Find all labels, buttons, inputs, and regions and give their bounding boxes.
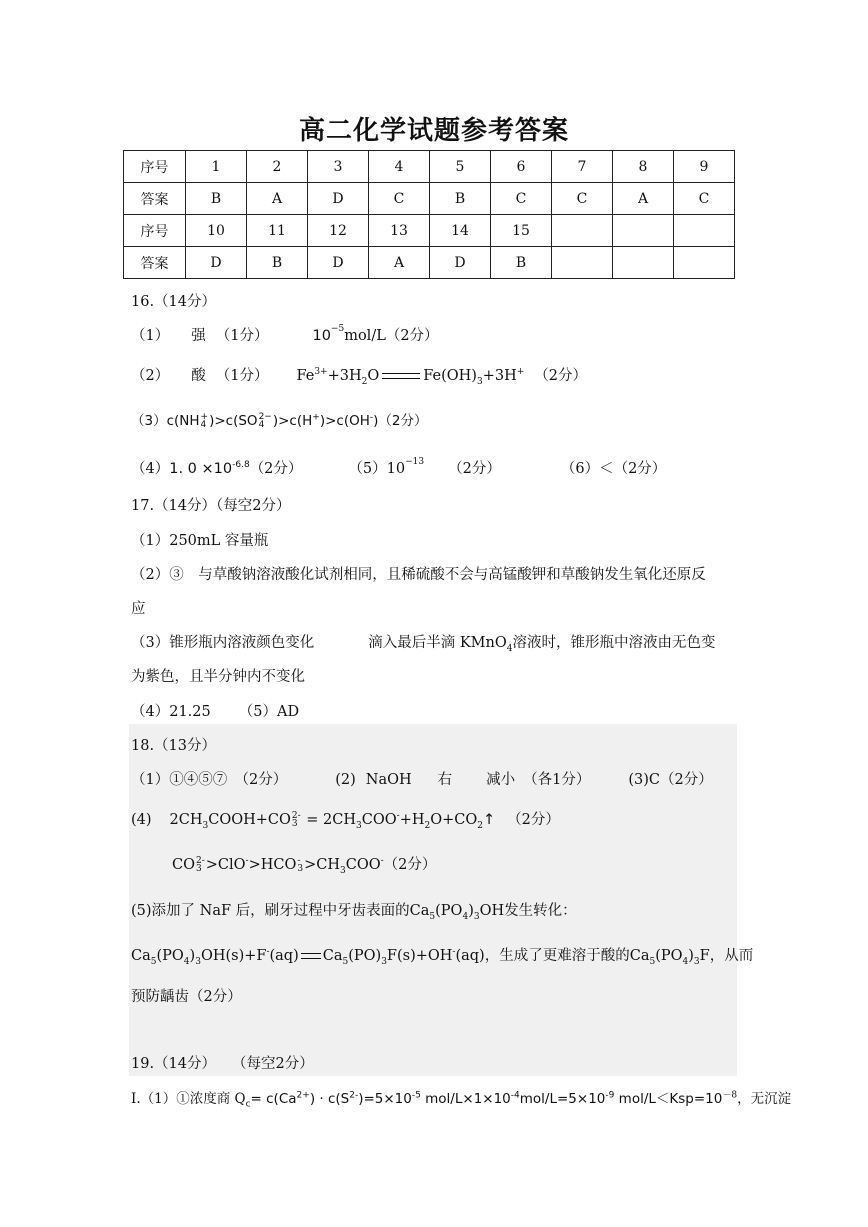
q16-part3: （3）c(NH+ 4 )>c(SO2− 4 )>c(H+)>c(OH-)（2分）: [131, 412, 428, 430]
q17-part2: （2）③ 与草酸钠溶液酸化试剂相同，且稀硫酸不会与高锰酸钾和草酸钠发生氧化还原反: [131, 567, 706, 583]
table-cell: D: [308, 183, 369, 215]
q17-part2-cont: 应: [131, 601, 146, 617]
table-cell: 4: [369, 151, 430, 183]
table-cell: B: [186, 183, 247, 215]
table-cell: [552, 215, 613, 247]
table-cell: 3: [308, 151, 369, 183]
table-row: [124, 215, 735, 247]
q19-heading: 19.（14分） （每空2分）: [131, 1056, 314, 1072]
table-row: [124, 151, 735, 183]
table-cell: 15: [491, 215, 552, 247]
table-cell: D: [186, 247, 247, 279]
q16-part4-6: （4）1. $0 \times 10^{-6.8}(2$分） $(5)10^{-13}$ （2分） （6）＜（2分）: [131, 457, 667, 477]
table-row-header: 答案: [124, 247, 186, 279]
equilibrium-arrow-icon: [382, 371, 420, 381]
q17-heading: 17.（14分）（每空2分）: [131, 498, 291, 514]
table-cell: 1: [186, 151, 247, 183]
q18-heading: 18.（13分）: [131, 738, 217, 754]
table-cell: C: [369, 183, 430, 215]
q17-part4-5: （4）21.25 （5）AD: [131, 704, 300, 720]
table-cell: 6: [491, 151, 552, 183]
q18-part5: (5)添加了 NaF 后，刷牙过程中牙齿表面的$Ca_5(PO_4)_3OH$发生转化：: [131, 903, 577, 922]
table-cell: 10: [186, 215, 247, 247]
table-cell: D: [430, 247, 491, 279]
q18-part1-3: （1）①④⑤⑦ （2分） (2) NaOH 右 减小 （各1分） (3)C（2分）: [131, 772, 713, 788]
table-cell: C: [491, 183, 552, 215]
table-cell: [674, 215, 735, 247]
table-cell: B: [430, 183, 491, 215]
table-cell: A: [369, 247, 430, 279]
table-cell: 9: [674, 151, 735, 183]
q17-part3-cont: 为紫色，且半分钟内不变化: [131, 669, 305, 685]
table-cell: B: [247, 247, 308, 279]
table-cell: 14: [430, 215, 491, 247]
page-title: 高二化学试题参考答案: [298, 116, 569, 146]
table-cell: [674, 247, 735, 279]
q18-part4-order: CO2- 3 >ClO->HCO- $3>CH_3COO^-(2$分）: [172, 856, 437, 876]
table-cell: A: [247, 183, 308, 215]
table-cell: 12: [308, 215, 369, 247]
table-row: [124, 247, 735, 279]
q19-part1: I.（1）①浓度商 $Q_c= c(Ca^{2+}) \cdot c(S^{2-})=5\times 10^{-5}$ mol/$L\times 1\times 10^{-4}mol/L=5\times 10^{-9}$ mol/$L<Ksp=10^{-8}$，无沉淀: [131, 1090, 792, 1110]
table-cell: C: [552, 183, 613, 215]
q16-heading: 16.（14分）: [131, 294, 217, 310]
q17-part3: （3）锥形瓶内溶液颜色变化 滴入最后半滴 KMnO$_4$溶液时，锥形瓶中溶液由无色变: [131, 635, 716, 654]
table-cell: [552, 247, 613, 279]
table-cell: A: [613, 183, 674, 215]
table-cell: 2: [247, 151, 308, 183]
table-cell: [613, 215, 674, 247]
table-cell: 7: [552, 151, 613, 183]
table-cell: C: [674, 183, 735, 215]
table-row-header: 序号: [124, 151, 186, 183]
equilibrium-arrow-icon: [301, 951, 321, 961]
q16-part1: （1） 强 （1分） $10^{-5}mol/L(2$分）: [131, 324, 439, 344]
q18-part5-cont: 预防龋齿（2分）: [131, 989, 242, 1005]
q16-part2: （2） 酸 （1分） $Fe^{3+}+3H_2O$ $Fe(OH)_3+3H^+$ （2分）: [131, 367, 588, 387]
table-row-header: 答案: [124, 183, 186, 215]
q17-part1: （1）250mL 容量瓶: [131, 533, 269, 549]
table-cell: 8: [613, 151, 674, 183]
table-row: [124, 183, 735, 215]
table-cell: D: [308, 247, 369, 279]
table-cell: 11: [247, 215, 308, 247]
table-cell: 5: [430, 151, 491, 183]
table-row-header: 序号: [124, 215, 186, 247]
table-cell: B: [491, 247, 552, 279]
q18-part5-equation: $Ca_5(PO_4)_3OH(s)+F^-(aq)$ $Ca_5(PO)_3F(s)+OH^-(aq)$，生成了更难溶于酸的$Ca_5(PO_4)_3F$，从而: [131, 947, 754, 967]
gas-arrow-icon: ↑: [482, 812, 496, 828]
table-cell: [613, 247, 674, 279]
q18-part4-equation: (4) $2CH_3COOH+CO2-$ $3 = 2CH_3COO^-+H_2O+CO_2↑$ （2分）: [131, 811, 560, 831]
answer-table: [123, 150, 735, 279]
table-cell: 13: [369, 215, 430, 247]
